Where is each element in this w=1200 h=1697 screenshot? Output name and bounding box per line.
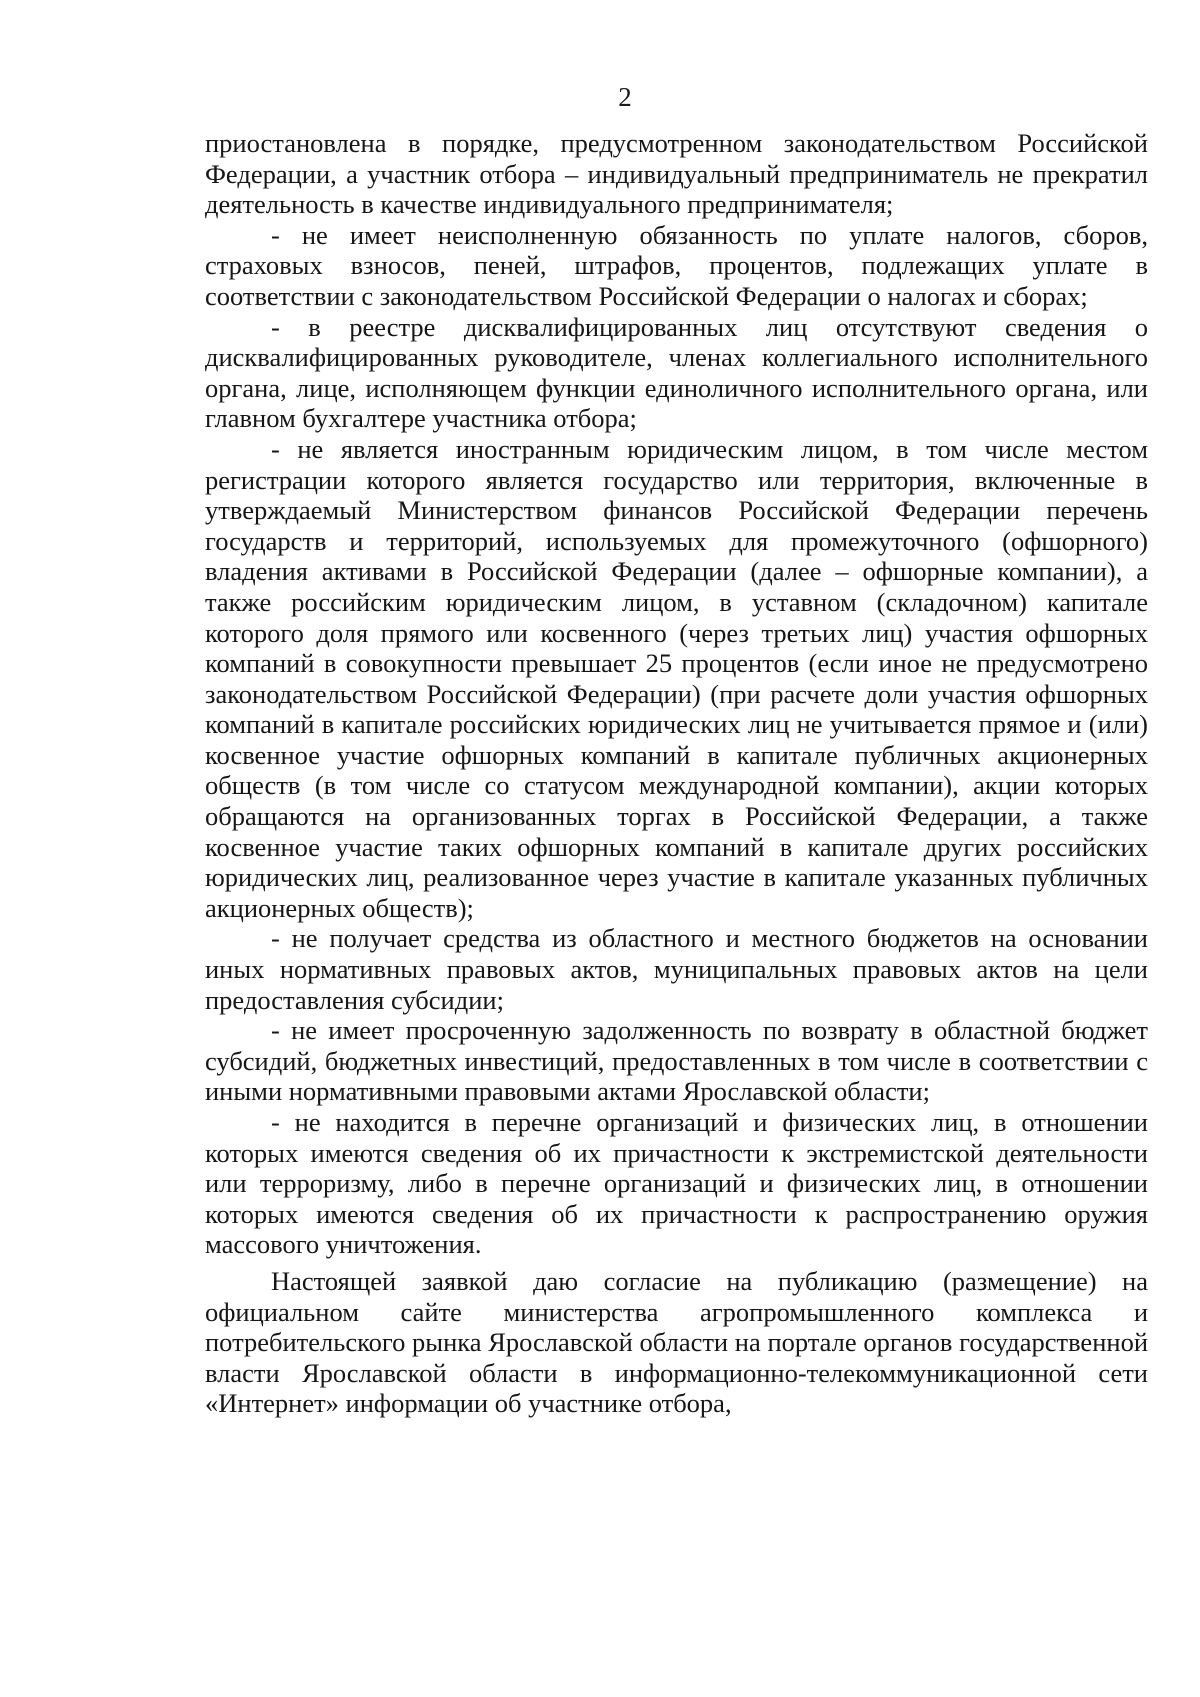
paragraph-consent: Настоящей заявкой даю согласие на публикацию (размещение) на официальном сайте министерства агропромышленного комплекса и потребительского рынка Ярославской области на портале органов государственной власти Ярославской области в информационно-телекоммуникационной сети «Интернет» информации об участнике отбора, [205, 1265, 1148, 1419]
paragraph-disqualified-persons: - в реестре дисквалифицированных лиц отсутствуют сведения о дисквалифицированных руководителе, членах коллегиального исполнительного органа, лице, исполняющем функции единоличного исполнительного органа, или главном бухгалтере участника отбора; [205, 311, 1148, 434]
paragraph-continuation: приостановлена в порядке, предусмотренном законодательством Российской Федерации, а участник отбора – индивидуальный предприниматель не прекратил деятельность в качестве индивидуального предпринимателя; [205, 128, 1148, 220]
document-body [205, 128, 1148, 1419]
paragraph-overdue-debt: - не имеет просроченную задолженность по возврату в областной бюджет субсидий, бюджетных инвестиций, предоставленных в том числе в соответствии с иными нормативными правовыми актами Ярославской области; [205, 1015, 1148, 1107]
paragraph-offshore-companies: - не является иностранным юридическим лицом, в том числе местом регистрации которого является государство или территория, включенные в утверждаемый Министерством финансов Российской Федерации перечень государств и территорий, используемых для промежуточного (офшорного) владения активами в Российской Федерации (далее – офшорные компании), а также российским юридическим лицом, в уставном (складочном) капитале которого доля прямого или косвенного (через третьих лиц) участия офшорных компаний в совокупности превышает 25 процентов (если иное не предусмотрено законодательством Российской Федерации) (при расчете доли участия офшорных компаний в капитале российских юридических лиц не учитывается прямое и (или) косвенное участие офшорных компаний в капитале публичных акционерных обществ (в том числе со статусом международной компании), акции которых обращаются на организованных торгах в Российской Федерации, а также косвенное участие таких офшорных компаний в капитале других российских юридических лиц, реализованное через участие в капитале указанных публичных акционерных обществ); [205, 433, 1148, 923]
paragraph-budget-funds: - не получает средства из областного и местного бюджетов на основании иных нормативных правовых актов, муниципальных правовых актов на цели предоставления субсидии; [205, 923, 1148, 1015]
page-number: 2 [618, 82, 632, 112]
paragraph-extremism-list: - не находится в перечне организаций и физических лиц, в отношении которых имеются сведения об их причастности к экстремистской деятельности или терроризму, либо в перечне организаций и физических лиц, в отношении которых имеются сведения об их причастности к распространению оружия массового уничтожения. [205, 1107, 1148, 1260]
paragraph-no-tax-debt: - не имеет неисполненную обязанность по уплате налогов, сборов, страховых взносов, пеней, штрафов, процентов, подлежащих уплате в соответствии с законодательством Российской Федерации о налогах и сборах; [205, 219, 1148, 311]
